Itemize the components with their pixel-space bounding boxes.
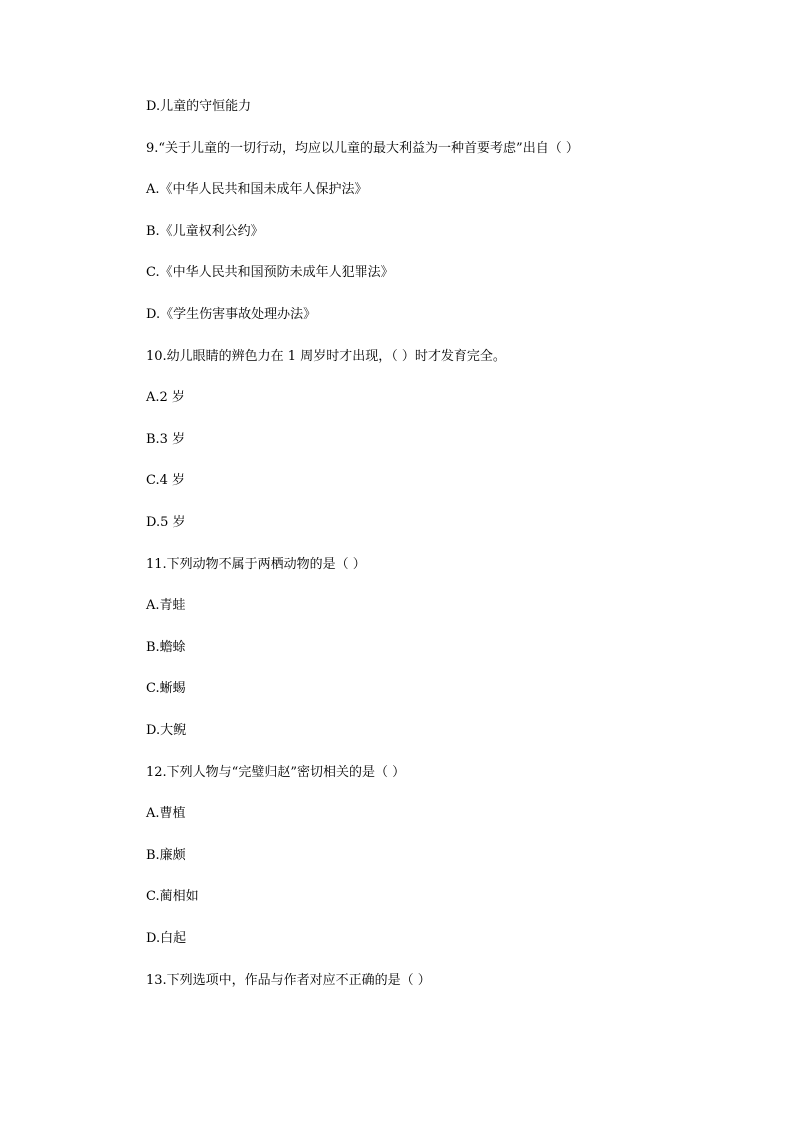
option-9d: D.《学生伤害事故处理办法》 — [146, 307, 317, 322]
option-10b: B.3 岁 — [146, 432, 186, 447]
option-10a: A.2 岁 — [146, 390, 185, 405]
option-12a: A.曹植 — [146, 806, 186, 821]
question-10: 10.幼儿眼睛的辨色力在 1 周岁时才出现，（ ）时才发育完全。 — [146, 349, 506, 364]
option-10d: D.5 岁 — [146, 515, 186, 530]
option-9c: C.《中华人民共和国预防未成年人犯罪法》 — [146, 265, 394, 280]
question-11: 11.下列动物不属于两栖动物的是（ ） — [146, 557, 366, 572]
option-12c: C.蔺相如 — [146, 889, 199, 904]
option-11c: C.蜥蜴 — [146, 681, 186, 696]
option-11a: A.青蛙 — [146, 598, 186, 613]
option-8d: D.儿童的守恒能力 — [146, 99, 252, 114]
option-9a: A.《中华人民共和国未成年人保护法》 — [146, 182, 368, 197]
question-13: 13.下列选项中，作品与作者对应不正确的是（ ） — [146, 973, 431, 988]
option-9b: B.《儿童权利公约》 — [146, 224, 264, 239]
question-12: 12.下列人物与“完璧归赵”密切相关的是（ ） — [146, 765, 406, 780]
option-12d: D.白起 — [146, 931, 187, 946]
option-11d: D.大鲵 — [146, 723, 187, 738]
option-10c: C.4 岁 — [146, 473, 186, 488]
question-9: 9.“关于儿童的一切行动，均应以儿童的最大利益为一种首要考虑”出自（ ） — [146, 141, 579, 156]
option-12b: B.廉颇 — [146, 848, 186, 863]
option-11b: B.蟾蜍 — [146, 640, 186, 655]
